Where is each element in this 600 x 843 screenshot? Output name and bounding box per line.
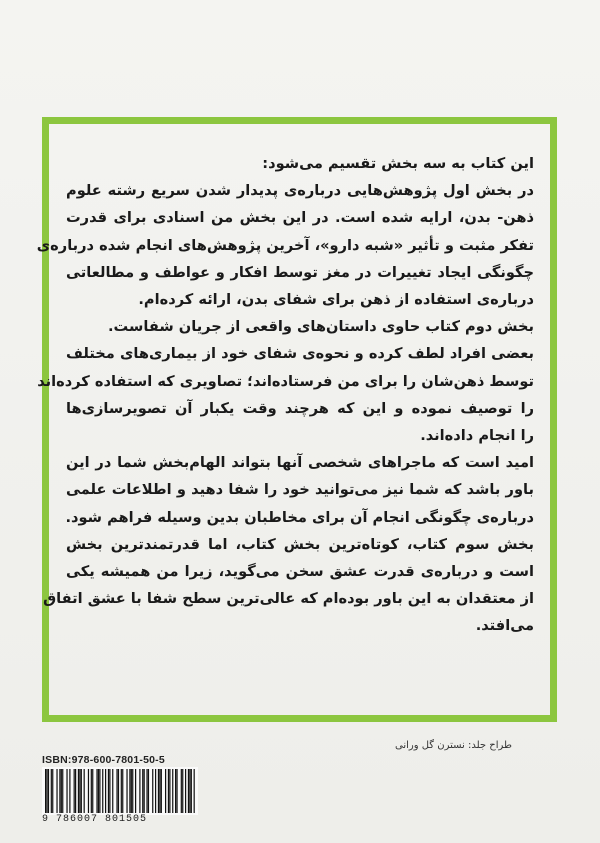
text-line: امید است که ماجراهای شخصی آنها بتواند الهام‌بخش شما در این — [66, 454, 534, 472]
barcode-bar — [52, 769, 53, 813]
barcode-bar — [112, 769, 113, 813]
barcode-bar — [105, 769, 106, 813]
barcode-bar — [172, 769, 173, 813]
barcode-bar — [189, 769, 190, 813]
text-line: درباره‌ی چگونگی انجام آن برای مخاطبان بدین وسیله فراهم شود. — [65, 508, 534, 526]
barcode-bar — [132, 769, 133, 813]
barcode-bar — [96, 769, 97, 813]
barcode-bar — [92, 769, 93, 813]
barcode-bar — [121, 769, 122, 813]
isbn-label: ISBN:978-600-7801-50-5 — [42, 754, 165, 766]
barcode-bar — [175, 769, 176, 813]
barcode-bar — [144, 769, 145, 813]
text-line: این کتاب به سه بخش تقسیم می‌شود: — [262, 155, 534, 172]
barcode-bar — [146, 769, 147, 813]
barcode-bar — [66, 769, 67, 813]
cover-description-text — [36, 150, 534, 640]
text-line: باور باشد که شما نیز می‌توانید خود را شفا دهید و اطلاعات علمی — [66, 481, 534, 499]
barcode-bar — [116, 769, 117, 813]
barcode-bar — [79, 769, 80, 813]
barcode-bar — [169, 769, 170, 813]
barcode-bar — [74, 769, 75, 813]
barcode-bar — [99, 769, 100, 813]
barcode-bar — [161, 769, 162, 813]
barcode-bar — [91, 769, 92, 813]
barcode-bar — [129, 769, 130, 813]
barcode-bar — [158, 769, 159, 813]
barcode-bar — [56, 769, 57, 813]
barcode-bar — [78, 769, 79, 813]
barcode-bar — [185, 769, 186, 813]
barcode-bar — [81, 769, 82, 813]
cover-designer-credit: طراح جلد: نسترن گل ورانی — [394, 740, 512, 751]
barcode-bar — [118, 769, 119, 813]
barcode-bar — [62, 769, 63, 813]
barcode-bar — [139, 769, 140, 813]
barcode-bar — [131, 769, 132, 813]
barcode-bar — [126, 769, 127, 813]
barcode-bar — [191, 769, 192, 813]
text-line: را توصیف نموده و این که هرچند وقت یکبار آن تصویرسازی‌ها — [66, 399, 534, 417]
text-line: چگونگی ایجاد تغییرات در مغز توسط افکار و عواطف و مطالعاتی — [66, 263, 534, 281]
barcode-bar — [59, 769, 60, 813]
text-line: ذهن- بدن، ارایه شده است. در این بخش من اسنادی برای قدرت — [66, 209, 534, 227]
barcode-bar — [165, 769, 166, 813]
barcode — [42, 767, 198, 815]
barcode-bar — [48, 769, 49, 813]
barcode-bar — [142, 769, 143, 813]
text-line: بعضی افراد لطف کرده و نحوه‌ی شفای خود از بیماری‌های مختلف — [66, 345, 534, 363]
barcode-digits: 9 786007 801505 — [42, 814, 148, 825]
barcode-bar — [182, 769, 183, 813]
barcode-bar — [45, 769, 46, 813]
barcode-bar — [122, 769, 123, 813]
barcode-bar — [108, 769, 109, 813]
text-line: بخش دوم کتاب حاوی داستان‌های واقعی از جریان شفاست. — [108, 318, 534, 336]
barcode-bar — [181, 769, 182, 813]
barcode-bar — [152, 769, 153, 813]
barcode-bar — [84, 769, 85, 813]
barcode-bar — [155, 769, 156, 813]
barcode-bar — [188, 769, 189, 813]
text-line: بخش سوم کتاب، کوتاه‌ترین بخش کتاب، اما قدرتمندترین بخش — [66, 535, 534, 553]
barcode-bars — [42, 767, 198, 815]
text-line: از معتقدان به این باور بوده‌ام که عالی‌ترین سطح شفا با عشق اتفاق — [43, 590, 534, 608]
barcode-bar — [61, 769, 62, 813]
barcode-bar — [168, 769, 169, 813]
barcode-bar — [75, 769, 76, 813]
barcode-bar — [135, 769, 136, 813]
barcode-bar — [109, 769, 110, 813]
barcode-bar — [194, 769, 195, 813]
barcode-bar — [69, 769, 70, 813]
barcode-bar — [102, 769, 103, 813]
text-line: درباره‌ی استفاده از ذهن برای شفای بدن، ارائه کرده‌ام. — [138, 291, 534, 309]
barcode-bar — [46, 769, 47, 813]
text-line: می‌افتد. — [475, 617, 534, 635]
text-line: تفکر مثبت و تأثیر «شبه دارو»، آخرین پژوهش‌های انجام شده درباره‌ی — [36, 236, 534, 254]
barcode-bar — [176, 769, 177, 813]
barcode-bar — [51, 769, 52, 813]
text-line: در بخش اول پژوهش‌هایی درباره‌ی پدیدار شدن سریع رشته علوم — [66, 182, 534, 200]
barcode-bar — [159, 769, 160, 813]
text-line: است و درباره‌ی قدرت عشق سخن می‌گوید، زیرا من همیشه یکی — [66, 563, 534, 581]
barcode-bar — [88, 769, 89, 813]
barcode-bar — [98, 769, 99, 813]
barcode-bar — [148, 769, 149, 813]
text-line: توسط ذهن‌شان را برای من فرستاده‌اند؛ تصاویری که استفاده کرده‌اند — [37, 372, 534, 390]
text-line: را انجام داده‌اند. — [420, 427, 534, 445]
